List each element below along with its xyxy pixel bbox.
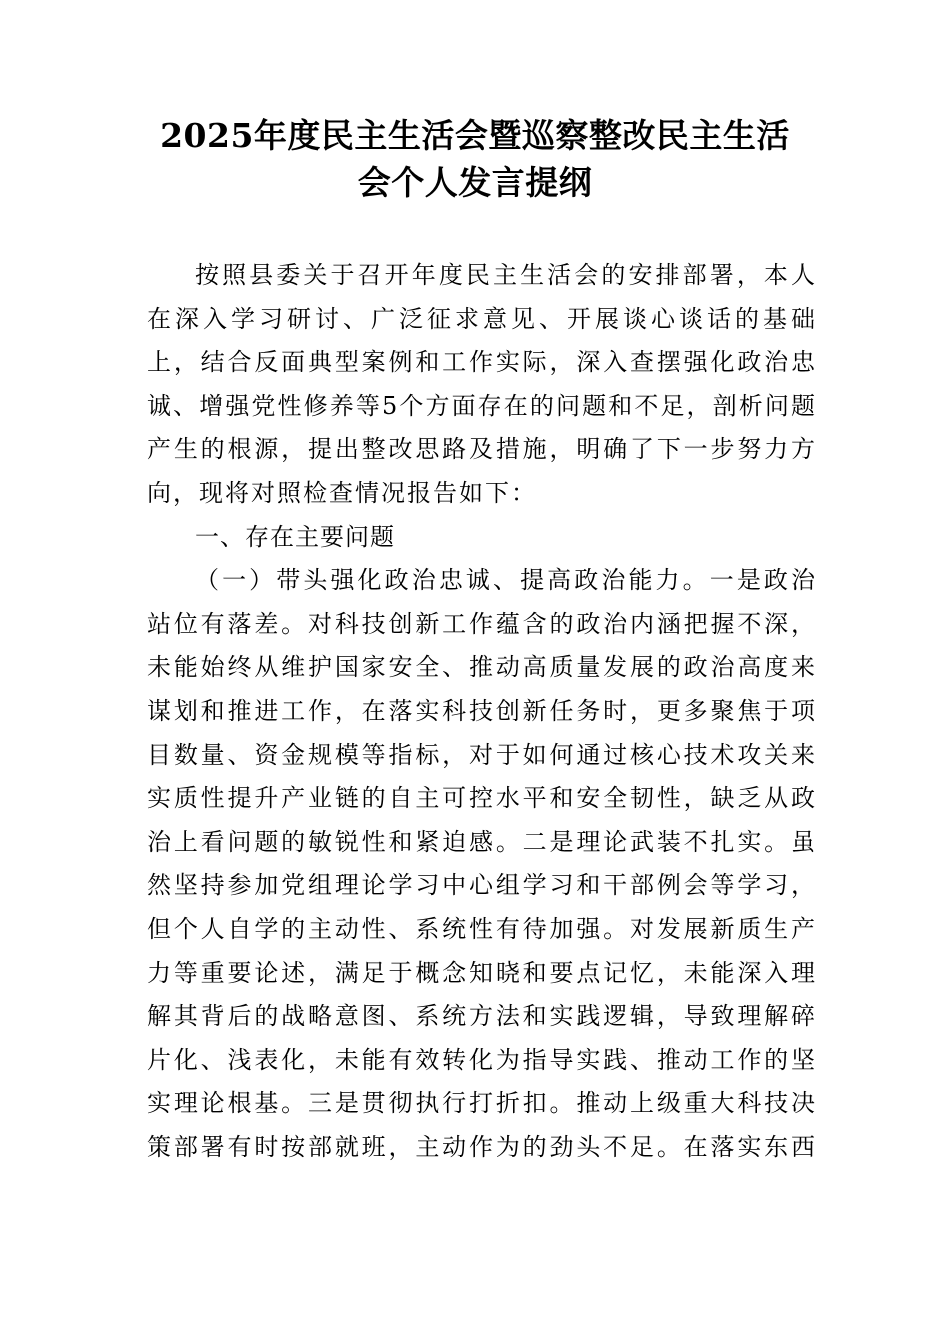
section-line: 片化、浅表化，未能有效转化为指导实践、推动工作的坚 bbox=[147, 1045, 817, 1074]
section-line: 力等重要论述，满足于概念知晓和要点记忆，未能深入理 bbox=[147, 958, 817, 987]
intro-line: 向，现将对照检查情况报告如下： bbox=[147, 478, 537, 507]
section-line: 治上看问题的敏锐性和紧迫感。二是理论武装不扎实。虽 bbox=[147, 827, 817, 856]
section-line: 谋划和推进工作，在落实科技创新任务时，更多聚焦于项 bbox=[147, 696, 817, 725]
section-line: 但个人自学的主动性、系统性有待加强。对发展新质生产 bbox=[147, 914, 817, 943]
section-heading: 一、存在主要问题 bbox=[195, 522, 395, 551]
section-line: 解其背后的战略意图、系统方法和实践逻辑，导致理解碎 bbox=[147, 1002, 817, 1031]
section-line: 然坚持参加党组理论学习中心组学习和干部例会等学习， bbox=[147, 871, 817, 900]
intro-line: 在深入学习研讨、广泛征求意见、开展谈心谈话的基础 bbox=[147, 304, 817, 333]
section-line: 策部署有时按部就班，主动作为的劲头不足。在落实东西 bbox=[147, 1132, 817, 1161]
section-line: 目数量、资金规模等指标，对于如何通过核心技术攻关来 bbox=[147, 740, 817, 769]
document-title bbox=[100, 112, 850, 206]
section-line: 实理论根基。三是贯彻执行打折扣。推动上级重大科技决 bbox=[147, 1089, 817, 1118]
section-line: 未能始终从维护国家安全、推动高质量发展的政治高度来 bbox=[147, 653, 817, 682]
intro-line: 上，结合反面典型案例和工作实际，深入查摆强化政治忠 bbox=[147, 348, 817, 377]
intro-line: 诚、增强党性修养等5个方面存在的问题和不足，剖析问题 bbox=[147, 391, 817, 420]
section-line: 实质性提升产业链的自主可控水平和安全韧性，缺乏从政 bbox=[147, 784, 817, 813]
intro-line: 按照县委关于召开年度民主生活会的安排部署，本人 bbox=[195, 261, 817, 289]
section-line: 站位有落差。对科技创新工作蕴含的政治内涵把握不深， bbox=[147, 609, 817, 638]
section-line: （一）带头强化政治忠诚、提高政治能力。一是政治 bbox=[195, 566, 817, 595]
document-body bbox=[147, 254, 817, 1169]
title-line: 2025年度民主生活会暨巡察整改民主生活 bbox=[160, 116, 790, 155]
title-line: 会个人发言提纲 bbox=[357, 163, 593, 202]
intro-line: 产生的根源，提出整改思路及措施，明确了下一步努力方 bbox=[147, 435, 817, 464]
